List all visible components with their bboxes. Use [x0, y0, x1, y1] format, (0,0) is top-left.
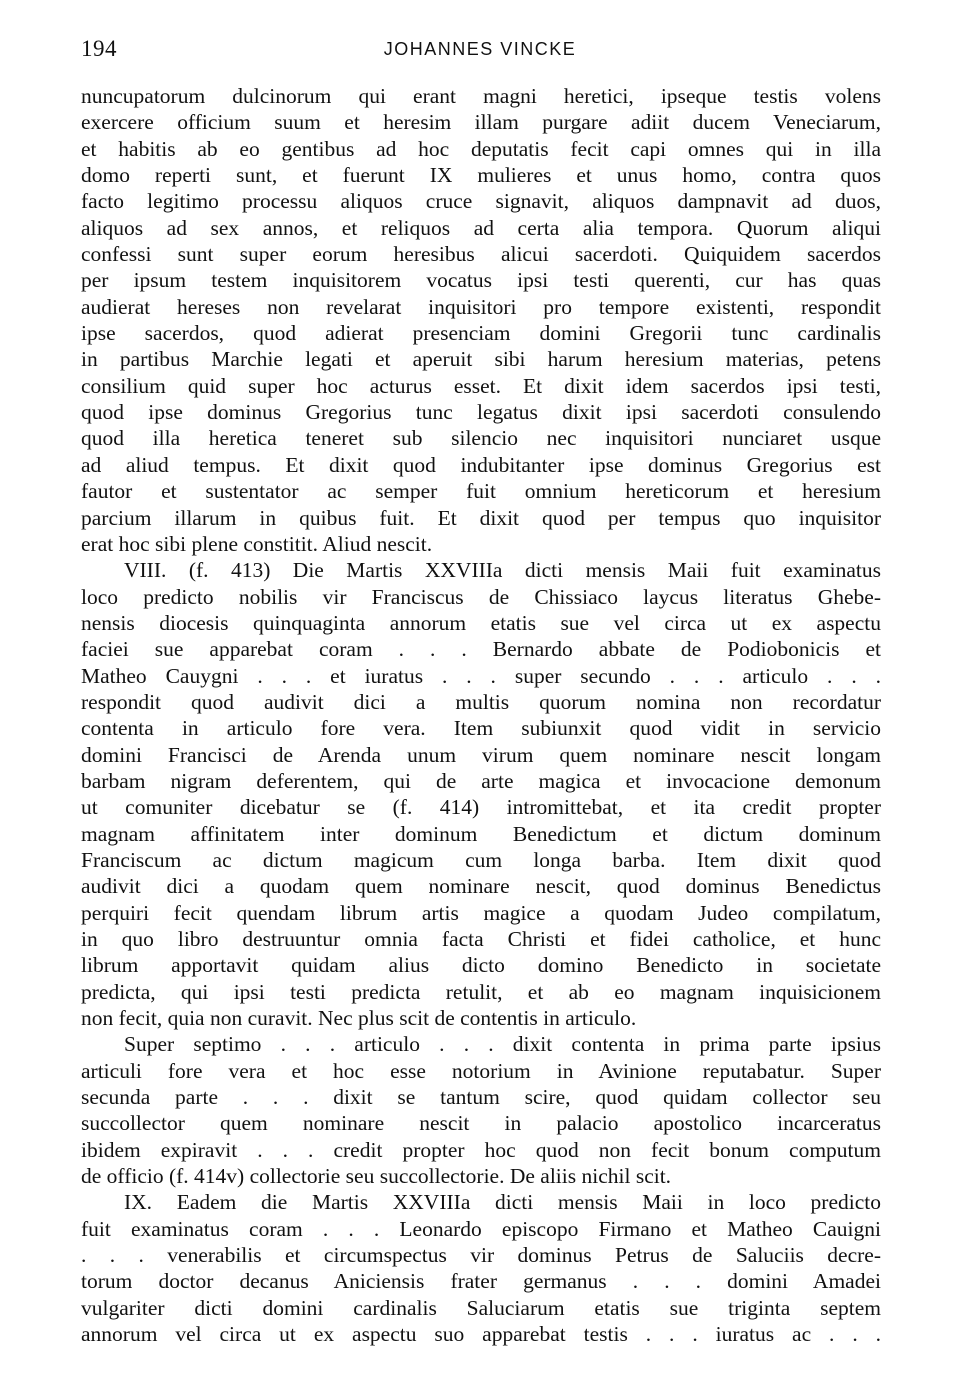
- text-line: quod illa heretica teneret sub silencio nec inquisitori nunciaret usque: [81, 426, 881, 451]
- text-line: de officio (f. 414v) collectorie seu succollectorie. De aliis nichil scit.: [81, 1164, 672, 1189]
- text-line: in partibus Marchie legati et aperuit sibi harum heresium materias, petens: [81, 347, 881, 372]
- text-line: domini Francisci de Arenda unum virum quem nominare nescit longam: [81, 742, 881, 767]
- text-line: nensis diocesis quinquaginta annorum etatis sue vel circa ut ex aspectu: [81, 610, 881, 635]
- text-line: articuli fore vera et hoc esse notorium in Avinione reputabatur. Super: [81, 1058, 881, 1083]
- text-line: respondit quod audivit dici a multis quorum nomina non recordatur: [81, 689, 881, 714]
- text-line: succollector quem nominare nescit in palacio apostolico incarceratus: [81, 1111, 881, 1136]
- text-line: secunda parte . . . dixit se tantum scire, quod quidam collector seu: [81, 1085, 881, 1110]
- text-line: fautor et sustentator ac semper fuit omnium hereticorum et heresium: [81, 479, 881, 504]
- text-line: faciei sue apparebat coram . . . Bernardo abbate de Podiobonicis et: [81, 637, 881, 662]
- body-text: [81, 83, 881, 1348]
- text-line: audierat hereses non revelarat inquisitori pro tempore existenti, respondit: [81, 294, 881, 319]
- text-line: non fecit, quia non curavit. Nec plus scit de contentis in articulo.: [81, 1006, 637, 1031]
- text-line: nuncupatorum dulcinorum qui erant magni heretici, ipseque testis volens: [81, 84, 881, 108]
- text-line: loco predicto nobilis vir Franciscus de Chissiaco laycus literatus Ghebe-: [81, 584, 881, 609]
- page-number: 194: [81, 36, 117, 61]
- text-line: perquiri fecit quendam librum artis magice a quodam Judeo compilatum,: [81, 900, 881, 925]
- text-line: annorum vel circa ut ex aspectu suo apparebat testis . . . iuratus ac . . .: [81, 1322, 881, 1347]
- text-line: . . . venerabilis et circumspectus vir dominus Petrus de Saluciis decre-: [81, 1243, 881, 1268]
- text-line: parcium illarum in quibus fuit. Et dixit quod per tempus quo inquisitor: [81, 505, 881, 530]
- text-line: quod ipse dominus Gregorius tunc legatus dixit ipsi sacerdoti consulendo: [81, 400, 881, 425]
- text-line: IX. Eadem die Martis XXVIIIa dicti mensis Maii in loco predicto: [81, 1190, 881, 1215]
- text-line: ut comuniter dicebatur se (f. 414) intromittebat, et ita credit propter: [81, 795, 881, 820]
- text-line: vulgariter dicti domini cardinalis Saluciarum etatis sue triginta septem: [81, 1295, 881, 1320]
- text-line: exercere officium suum et heresim illam purgare adiit ducem Veneciarum,: [81, 110, 881, 135]
- text-line: et habitis ab eo gentibus ad hoc deputatis fecit capi omnes qui in illa: [81, 136, 881, 161]
- text-line: facto legitimo processu aliquos cruce signavit, aliquos dampnavit ad duos,: [81, 189, 881, 214]
- text-line: contenta in articulo fore vera. Item subiunxit quod vidit in servicio: [81, 716, 881, 741]
- text-line: torum doctor decanus Aniciensis frater germanus . . . domini Amadei: [81, 1269, 881, 1294]
- text-line: predicta, qui ipsi testi predicta retulit, et ab eo magnam inquisicionem: [81, 979, 881, 1004]
- text-line: ipse sacerdos, quod adierat presenciam domini Gregorii tunc cardinalis: [81, 321, 881, 346]
- text-line: consilium quid super hoc acturus esset. Et dixit idem sacerdos ipsi testi,: [81, 373, 881, 398]
- text-line: aliquos ad sex annos, et reliquos ad certa alia tempora. Quorum aliqui: [81, 215, 881, 240]
- page-header: [81, 36, 879, 66]
- text-line: confessi sunt super eorum heresibus alicui sacerdoti. Quiquidem sacerdos: [81, 242, 881, 267]
- text-line: Franciscum ac dictum magicum cum longa barba. Item dixit quod: [81, 847, 881, 872]
- text-line: Super septimo . . . articulo . . . dixit contenta in prima parte ipsius: [81, 1032, 881, 1057]
- text-line: audivit dici a quodam quem nominare nescit, quod dominus Benedictus: [81, 874, 881, 899]
- text-line: ad aliud tempus. Et dixit quod indubitanter ipse dominus Gregorius est: [81, 452, 881, 477]
- text-line: librum apportavit quidam alius dicto domino Benedicto in societate: [81, 953, 881, 978]
- text-line: ibidem expiravit . . . credit propter hoc quod non fecit bonum computum: [81, 1137, 881, 1162]
- text-line: Matheo Cauygni . . . et iuratus . . . super secundo . . . articulo . . .: [81, 663, 881, 688]
- text-line: domo reperti sunt, et fuerunt IX mulieres et unus homo, contra quos: [81, 163, 881, 188]
- text-line: fuit examinatus coram . . . Leonardo episcopo Firmano et Matheo Cauigni: [81, 1216, 881, 1241]
- text-line: in quo libro destruuntur omnia facta Christi et fidei catholice, et hunc: [81, 927, 881, 951]
- running-head: JOHANNES VINCKE: [383, 39, 577, 59]
- text-line: VIII. (f. 413) Die Martis XXVIIIa dicti mensis Maii fuit examinatus: [81, 558, 881, 583]
- text-line: barbam nigram deferentem, qui de arte magica et invocacione demonum: [81, 768, 881, 793]
- text-line: per ipsum testem inquisitorem vocatus ipsi testi querenti, cur has quas: [81, 268, 881, 293]
- text-line: erat hoc sibi plene constitit. Aliud nescit.: [81, 531, 433, 556]
- text-line: magnam affinitatem inter dominum Benedictum et dictum dominum: [81, 821, 881, 846]
